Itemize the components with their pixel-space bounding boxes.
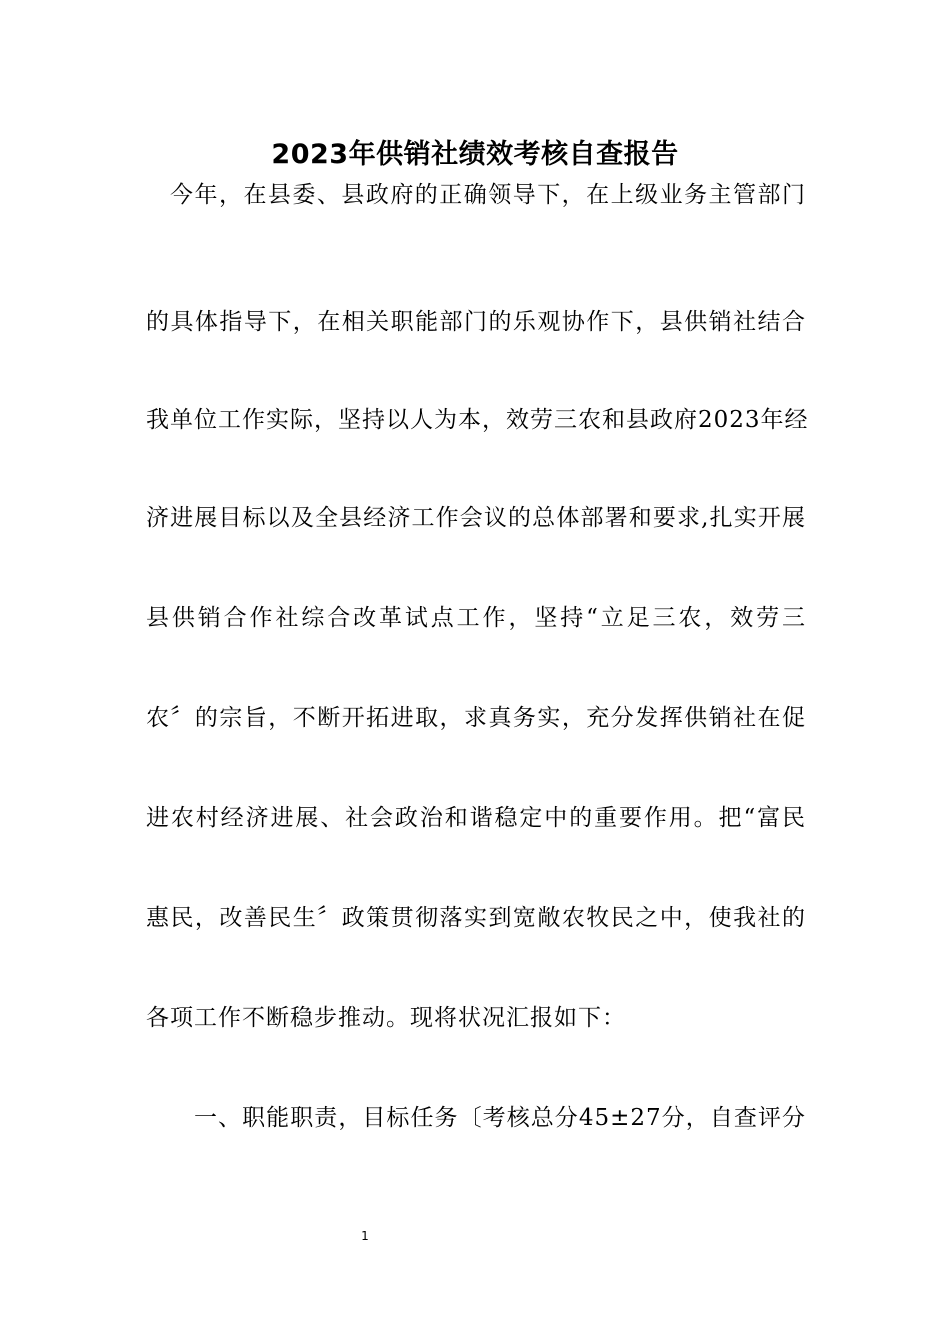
- paragraph-line: 各项工作不断稳步推动。现将状况汇报如下：: [146, 1005, 626, 1031]
- paragraph-line: 的具体指导下，在相关职能部门的乐观协作下，县供销社结合: [146, 309, 806, 335]
- paragraph-line: 惠民，改善民生〞政策贯彻落实到宽敞农牧民之中，使我社的: [146, 905, 806, 931]
- paragraph-line: 农〞的宗旨，不断开拓进取，求真务实，充分发挥供销社在促: [146, 705, 806, 731]
- paragraph-line: 我单位工作实际，坚持以人为本，效劳三农和县政府2023年经: [146, 407, 809, 433]
- paragraph-line: 今年，在县委、县政府的正确领导下，在上级业务主管部门: [170, 182, 806, 208]
- page-number: 1: [361, 1229, 369, 1243]
- section-heading-line: 一、职能职责，目标任务〔考核总分45±27分，自查评分: [194, 1105, 806, 1131]
- paragraph-line: 济进展目标以及全县经济工作会议的总体部署和要求,扎实开展: [146, 505, 806, 531]
- paragraph-line: 进农村经济进展、社会政治和谐稳定中的重要作用。把“富民: [146, 805, 806, 831]
- paragraph-line: 县供销合作社综合改革试点工作，坚持“立足三农，效劳三: [146, 605, 806, 631]
- document-title: 2023年供销社绩效考核自查报告: [271, 139, 679, 170]
